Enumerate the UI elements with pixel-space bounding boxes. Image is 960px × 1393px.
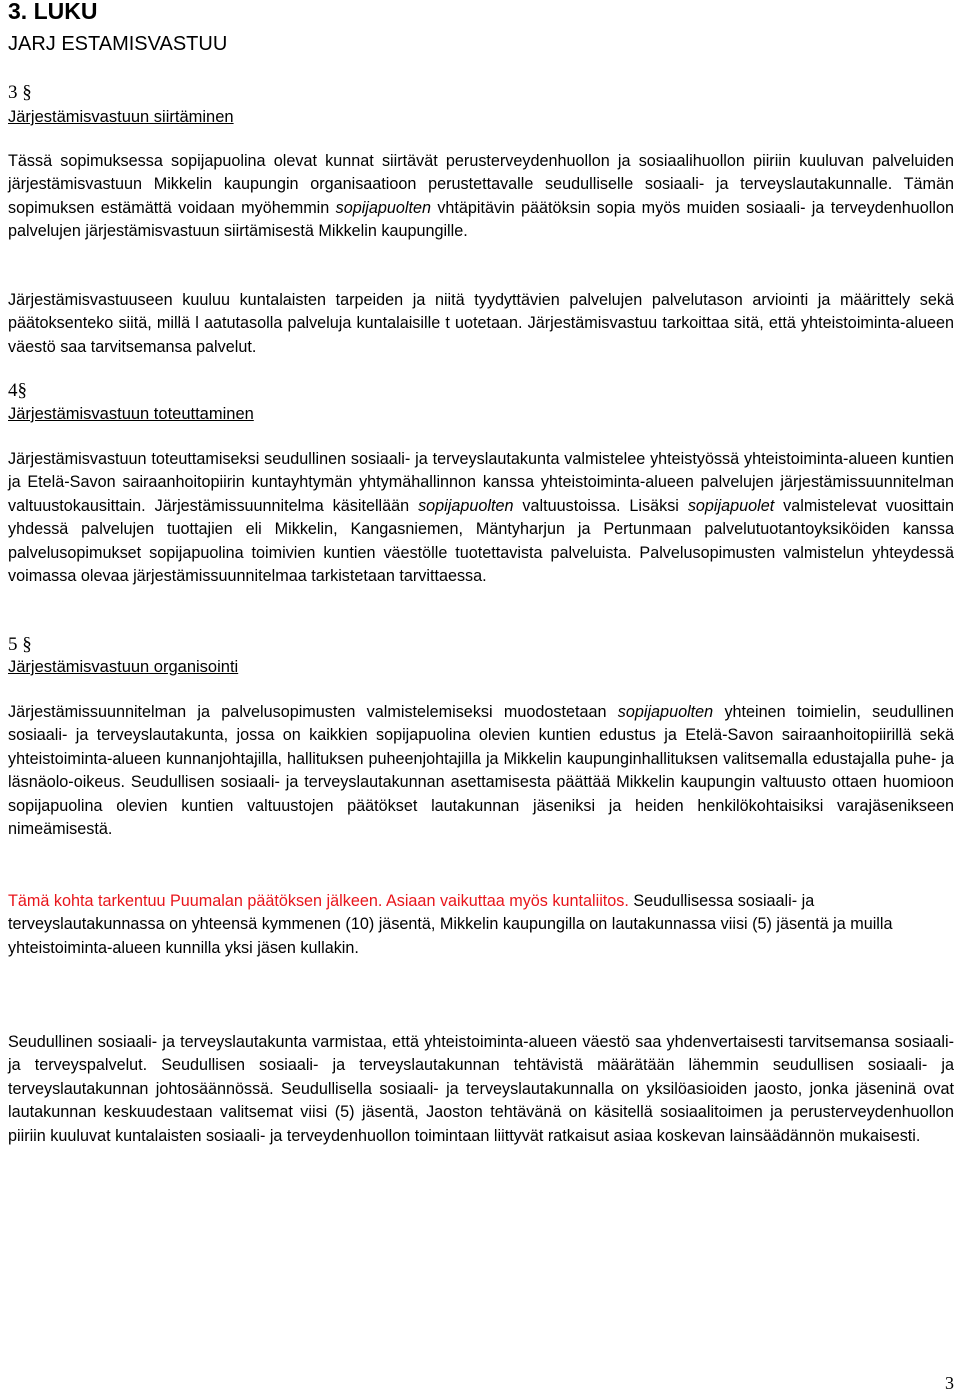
section-number: 4§	[8, 380, 27, 401]
paragraph-text: Järjestämisvastuun toteuttamiseksi seudullinen sosiaali- ja terveyslautakunta valmistelee yhteistyössä yhteistoiminta-alueen kuntien ja Etelä-Savon sairaanhoitopiirin kuntayhtymän yhtymähallinnon kanssa yhteistoiminta-alueen palvelujen järjestämissuunnitelman valtuustokausittain. Järjestämissuunnitelma käsitellään	[8, 450, 954, 515]
paragraph-text: Järjestämisvastuuseen kuuluu kuntalaisten tarpeiden ja niitä tyydyttävien palvelujen palvelutason arviointi ja määrittely sekä päätoksenteko siitä, millä l aatutasolla palveluja kuntalaisille t uotetaan. Järjestämisvastuu tarkoittaa sitä, että yhteistoiminta-alueen väestö saa tarvitsemansa palvelut.	[8, 291, 954, 356]
paragraph-text: Seudullisessa sosiaali- ja terveyslautakunnassa on yhteensä kymmenen (10) jäsentä, Mikkelin kaupungilla on lautakunnassa viisi (5) jäsentä ja muilla yhteistoiminta-alueen kunnilla yksi jäsen kullakin.	[8, 892, 893, 957]
paragraph-text: Järjestämissuunnitelman ja palvelusopimusten valmistelemiseksi muodostetaan	[8, 703, 618, 721]
paragraph-emphasis: sopijapuolten	[617, 703, 714, 721]
editorial-note: Tämä kohta tarkentuu Puumalan päätöksen jälkeen. Asiaan vaikuttaa myös kuntaliitos.	[8, 892, 629, 910]
paragraph-text: yhteinen toimielin, seudullinen sosiaali- ja terveyslautakunta, jossa on kaikkien sopijapuolina olevien kuntien edustus ja Etelä-Savon sairaanhoitopiirillä sekä yhteistoiminta-alueen kunnanjohtajilla, hallituksen puheenjohtajilla ja Mikkelin kaupunginhallituksen valitsemalla edustajalla puhe- ja läsnäolo-oikeus. Seudullisen sosiaali- ja terveyslautakunnan asettamisesta päättää Mikkelin kaupungin valtuusto ottaen huomioon sopijapuolina olevien kuntien valtuustojen päätökset lautakunnan jäseniksi ja heiden henkilökohtaisiksi varajäsenikseen nimeämisestä.	[8, 703, 955, 839]
paragraph-emphasis: sopijapuolten	[335, 198, 432, 217]
paragraph	[8, 448, 954, 588]
section-heading: Järjestämisvastuun toteuttaminen	[8, 405, 254, 423]
paragraph	[8, 289, 954, 359]
paragraph-emphasis: sopijapuolet	[687, 496, 775, 515]
paragraph	[8, 150, 954, 244]
paragraph-emphasis: sopijapuolten	[418, 496, 514, 515]
paragraph-text: vhtäpitävin päätöksin sopia myös muiden sosiaali- ja terveydenhuollon palvelujen järjestämisvastuun siirtämisestä Mikkelin kaupungille.	[8, 198, 954, 241]
page-number: 3	[945, 1373, 954, 1393]
paragraph-text: valmistelevat vuosittain yhdessä palvelujen tuottajien eli Mikkelin, Kangasniemen, Mäntyharjun ja Pertunmaan palvelutuotantoyksiköiden kanssa palvelusopimukset sopijapuolina toimivien kuntien väestölle tuotettavista palveluista. Palvelusopimusten valmistelun yhteydessä voimassa olevaa järjestämissuunnitelmaa tarkistetaan tarvittaessa.	[8, 496, 955, 586]
section-heading: Järjestämisvastuun organisointi	[8, 658, 239, 676]
chapter-subtitle: JARJ ESTAMISVASTUU	[8, 33, 228, 55]
paragraph-text: Seudullinen sosiaali- ja terveyslautakunta varmistaa, että yhteistoiminta-alueen väestö saa yhdenvertaisesti tarvitsemansa sosiaali- ja terveyspalvelut. Seudullisen sosiaali- ja terveyslautakunnan tehtävistä määrätään lähemmin seudullisen sosiaali- ja terveyslautakunnan johtosäännössä. Seudullisella sosiaali- ja terveyslautakunnalla on yksilöasioiden jaosto, jonka jäseninä ovat lautakunnan keskuudestaan valitsemat viisi (5) jäsentä, Jaoston tehtävänä on käsitellä sosiaalitoimen ja perusterveydenhuollon piiriin kuuluvat kuntalaisten sosiaali- ja terveydenhuollon toimintaan liittyvät ratkaisut asiaa koskevan lainsäädännön mukaisesti.	[8, 1033, 954, 1145]
paragraph	[8, 890, 954, 960]
paragraph-text: Tässä sopimuksessa sopijapuolina olevat kunnat siirtävät perusterveydenhuollon ja sosiaalihuollon piiriin kuuluvan palveluiden järjestämisvastuun Mikkelin kaupungin organisaatioon perustettavalle seudulliselle sosiaali- ja terveyslautakunnalle. Tämän sopimuksen estämättä voidaan myöhemmin	[8, 152, 954, 217]
section-heading: Järjestämisvastuun siirtäminen	[8, 108, 234, 126]
paragraph	[8, 701, 954, 841]
paragraph	[8, 1031, 954, 1148]
paragraph-text: valtuustoissa. Lisäksi	[513, 496, 688, 515]
chapter-title: 3. LUKU	[8, 0, 98, 24]
section-number: 5 §	[8, 634, 32, 655]
section-number: 3 §	[8, 82, 32, 103]
